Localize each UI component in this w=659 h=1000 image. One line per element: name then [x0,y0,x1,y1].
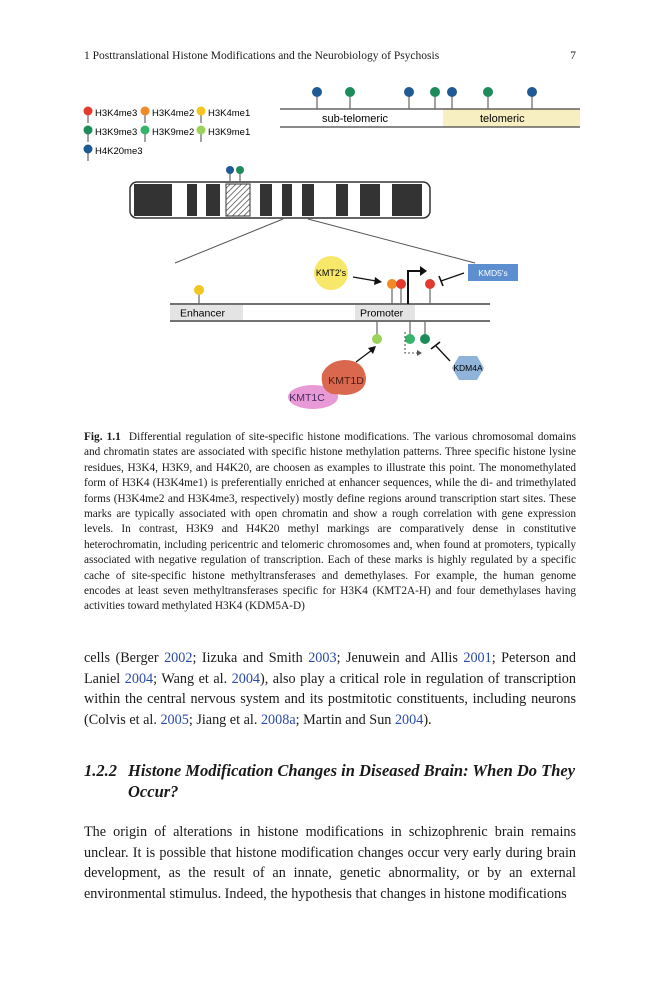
zoom-lines [175,219,475,263]
legend-item-h3k9me3 [84,126,138,143]
h3k4me3-mark-icon [396,279,406,289]
kmd5-enzyme [439,264,518,286]
h4k20me3-mark-icon [447,87,457,97]
legend-item-h4k20me3 [84,145,143,162]
h3k4me2-mark-icon [387,279,397,289]
kmd5-label: KMD5's [478,268,508,278]
citation-link[interactable]: 2002 [164,650,193,666]
citation-link[interactable]: 2008a [260,711,296,728]
section-title: Histone Modification Changes in Diseased Brain: When Do They Occur? [128,761,576,801]
chromosome [130,166,430,218]
h3k4me2-marker-icon [141,107,150,116]
paragraph-2: The origin of alterations in histone modifications in schizophrenic brain remains unclear. It is possible that histone modification changes occur very early during brain development, as the result of an innate, genetic abnormality, or by an external environmental stimulus. Indeed, the hypothesis that changes in histone modifications [84,824,576,902]
legend-item-h3k4me2 [141,107,195,124]
kmt1d-enzyme [322,346,376,395]
kmt1d-label: KMT1D [328,375,364,387]
svg-text:H3K9me3: H3K9me3 [95,127,138,138]
svg-text:H3K9me1: H3K9me1 [208,127,251,138]
text-span: ; Martin and Sun [295,711,395,728]
svg-text:H3K4me2: H3K4me2 [152,108,195,119]
citation-link[interactable]: 2003 [308,650,337,666]
text-span: ; Wang et al. [153,670,232,687]
text-span: ; Peterson and Laniel [84,650,577,687]
text-span: ), also play a critical role in regulation of transcription within the central nervous system and its postmitotic constituents, including neurons (Colvis et al. [84,670,576,728]
h4k20me3-mark-icon [312,87,322,97]
svg-text:H3K4me3: H3K4me3 [95,108,138,119]
citation-link[interactable]: 2001 [463,650,492,666]
h4k20me3-marker-icon [84,145,93,154]
h3k9me1-marker-icon [197,126,206,135]
h4k20me3-mark-icon [527,87,537,97]
telomeric-marks [317,96,532,109]
h3k4me3-mark-icon [425,279,435,289]
chapter-title: 1 Posttranslational Histone Modifications and the Neurobiology of Psychosis [84,50,440,62]
svg-text:H4K20me3: H4K20me3 [95,146,143,157]
kmt2-enzyme [314,256,382,290]
kdm4a-label: KDM4A [453,363,483,373]
section-heading [84,760,576,802]
sub-telomeric-label: sub-telomeric [322,113,389,125]
caption-text: Differential regulation of site-specific histone modifications. The various chromosomal domains and chromatin states are associated with specific histone methylation patterns. Three specific histone lysine residues, H3K4, H3K9, and H4K20, are choosen as examples to illustrate this point. The monomethylated form of H3K4 (H3K4me1) is preferentially enriched at enhancer sequences, while the di- and trimethylated forms (H3K4me2 and H3K4me3, respectively) mostly define regions around transcription start sites. These marks are typically associated with open chromatin and show a rough correlation with gene expression levels. In contrast, H3K9 and H4K20 methyl markings are comparatively dense in constitutive heterochromatin, including pericentric and telomeric chromosomes and, when found at promoters, typically associated with negative regulation of transcription. Each of these marks is highly regulated by a specific cache of site-specific histone methyltransferases and demethylases. For example, the human genome encodes at least seven methyltransferases specific for H3K4 (KMT2A-H) and four demethylases having activities toward methylated H3K4 (KDM5A-D) [84,431,576,613]
legend [84,107,251,162]
svg-text:H3K9me2: H3K9me2 [152,127,195,138]
h3k9me2-mark-icon [405,334,415,344]
h3k9me3-mark-icon [430,87,440,97]
page-number: 7 [570,50,576,62]
telomeric-label: telomeric [480,113,525,125]
citation-link[interactable]: 2004 [394,711,424,728]
h3k9me2-marker-icon [141,126,150,135]
kdm4a-enzyme [431,342,484,380]
legend-item-h3k4me1 [197,107,251,124]
svg-text:H3K4me1: H3K4me1 [208,108,251,119]
kmt2-label: KMT2's [315,268,347,278]
figure-1-1 [70,78,590,418]
citation-link[interactable]: 2005 [160,711,189,728]
h4k20me3-mark-icon [226,166,234,174]
legend-item-h3k4me3 [84,107,138,124]
telomere-region-bar [280,87,580,127]
figure-caption [84,430,576,615]
kmt1c-label: KMT1C [289,392,325,404]
paragraph-1 [84,648,576,730]
h3k4me3-marker-icon [84,107,93,116]
h4k20me3-mark-icon [404,87,414,97]
section-number: 1.2.2 [84,761,117,780]
h3k4me1-mark-icon [194,285,204,295]
h3k9me3-marker-icon [84,126,93,135]
legend-item-h3k9me2 [141,126,195,143]
text-span: ). [423,711,432,728]
h3k4me1-marker-icon [197,107,206,116]
histone-modification-diagram [70,78,590,418]
h3k9me3-mark-icon [420,334,430,344]
h3k9me3-mark-icon [236,166,244,174]
h3k9me3-mark-icon [345,87,355,97]
citation-link[interactable]: 2004 [124,670,154,687]
enhancer-label: Enhancer [180,307,225,320]
text-span: ; Jiang et al. [188,711,261,728]
text-span: ; Jenuwein and Allis [336,650,464,666]
activation-arrow-icon [374,277,382,285]
running-head [84,50,576,62]
promoter-label: Promoter [360,307,404,320]
citation-link[interactable]: 2004 [231,670,260,687]
text-span: cells (Berger [84,650,165,666]
transcription-start-arrow-icon [408,271,421,304]
text-span: ; Iizuka and Smith [192,650,309,666]
h3k9me3-mark-icon [483,87,493,97]
centromere [226,184,250,216]
legend-item-h3k9me1 [197,126,251,143]
caption-label: Fig. 1.1 [84,431,121,443]
h3k9me1-mark-icon [372,334,382,344]
